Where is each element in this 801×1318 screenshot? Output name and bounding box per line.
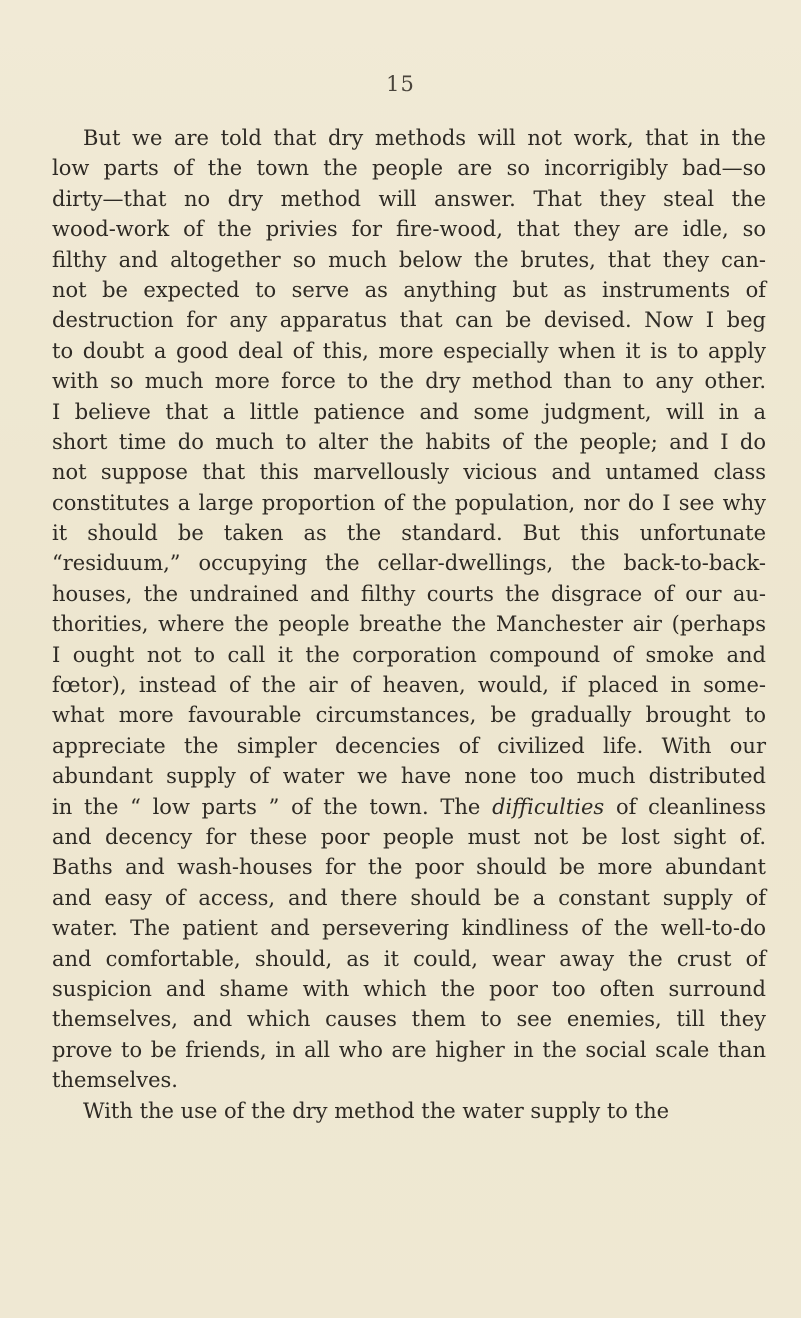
body-text: [52, 123, 766, 1126]
text-line: with so much more force to the dry method than to any other.: [52, 369, 766, 394]
text-line: I ought not to call it the corporation compound of smoke and: [52, 642, 766, 667]
text-line: With the use of the dry method the water supply to the: [83, 1098, 670, 1123]
text-line: wood-work of the privies for fire-wood, that they are idle, so: [52, 217, 766, 242]
text-line: I believe that a little patience and some judgment, will in a: [52, 399, 766, 424]
text-line: But we are told that dry methods will not work, that in the: [83, 126, 766, 150]
text-line-with-italic: [52, 792, 766, 822]
text-line: and easy of access, and there should be a constant supply of: [52, 885, 766, 910]
text-line: and decency for these poor people must not be lost sight of.: [52, 824, 766, 849]
text-line: water. The patient and persevering kindliness of the well-to-do: [52, 916, 766, 941]
text-line: what more favourable circumstances, be gradually brought to: [52, 703, 766, 728]
text-line: constitutes a large proportion of the population, nor do I see why: [52, 490, 766, 515]
text-line: to doubt a good deal of this, more especially when it is to apply: [52, 338, 766, 363]
text-line: thorities, where the people breathe the Manchester air (perhaps: [52, 612, 766, 637]
text-line: not be expected to serve as anything but as instruments of: [52, 277, 766, 302]
text-line: appreciate the simpler decencies of civilized life. With our: [52, 733, 766, 758]
text-line: Baths and wash-houses for the poor should be more abundant: [52, 855, 766, 880]
text-segment: in the “ low parts ” of the town. The: [52, 794, 481, 819]
italic-emphasis: difficulties: [492, 794, 605, 819]
text-line: fœtor), instead of the air of heaven, would, if placed in some-: [52, 673, 766, 698]
text-line: not suppose that this marvellously vicious and untamed class: [52, 460, 766, 485]
text-line: destruction for any apparatus that can be devised. Now I beg: [52, 308, 766, 333]
text-segment: of cleanliness: [615, 794, 766, 819]
text-line: abundant supply of water we have none too much distributed: [52, 764, 766, 789]
text-line: themselves, and which causes them to see enemies, till they: [52, 1007, 766, 1032]
text-line: “residuum,” occupying the cellar-dwellings, the back-to-back-: [52, 551, 766, 576]
text-line: dirty—that no dry method will answer. That they steal the: [52, 186, 766, 211]
text-line: it should be taken as the standard. But this unfortunate: [52, 521, 766, 546]
text-line: and comfortable, should, as it could, wear away the crust of: [52, 946, 766, 971]
text-line: filthy and altogether so much below the brutes, that they can-: [52, 247, 766, 272]
text-line: short time do much to alter the habits of the people; and I do: [52, 429, 766, 454]
text-line: prove to be friends, in all who are higher in the social scale than: [52, 1037, 766, 1062]
text-line: low parts of the town the people are so incorrigibly bad—so: [52, 156, 766, 181]
page-number: 15: [386, 72, 415, 96]
text-line: themselves.: [52, 1068, 178, 1093]
text-line: houses, the undrained and filthy courts the disgrace of our au-: [52, 581, 766, 606]
text-line: suspicion and shame with which the poor too often surround: [52, 976, 766, 1001]
